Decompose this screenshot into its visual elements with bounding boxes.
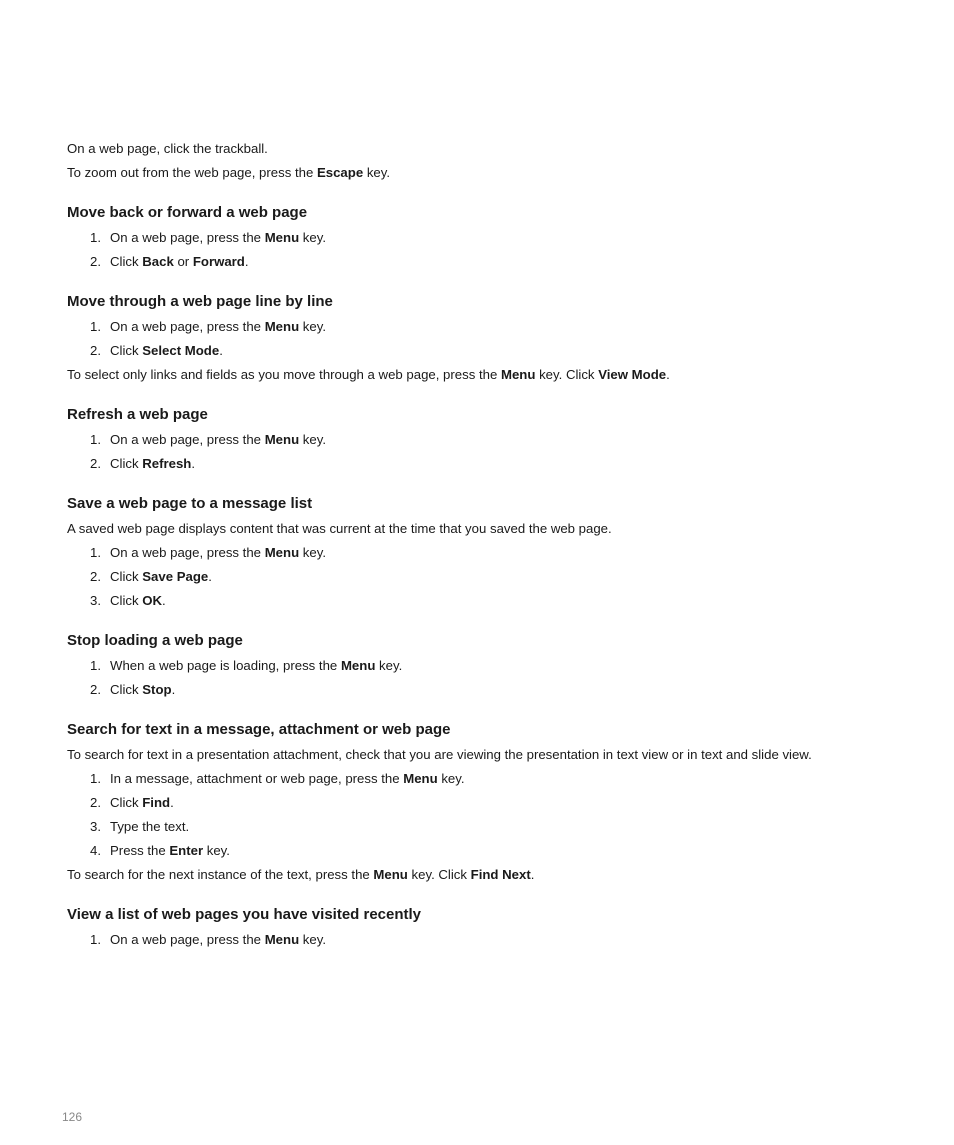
bold-term: Back	[142, 254, 174, 269]
bold-term: Refresh	[142, 456, 192, 471]
bold-term: Menu	[264, 545, 300, 560]
step-number: 3.	[90, 819, 101, 834]
bold-term: Menu	[500, 367, 536, 382]
step-item: 2. Click Save Page.	[67, 565, 927, 589]
section	[67, 630, 927, 702]
section	[67, 719, 927, 887]
step-item: 4. Press the Enter key.	[67, 839, 927, 863]
section-heading: Search for text in a message, attachment or web page	[67, 721, 451, 738]
section	[67, 904, 927, 952]
step-item: 1. When a web page is loading, press the Menu key.	[67, 654, 927, 678]
step-number: 1.	[90, 658, 101, 673]
step-number: 1.	[90, 545, 101, 560]
step-item: 2. Click Find.	[67, 791, 927, 815]
intro-paragraph: On a web page, click the trackball.	[67, 141, 268, 156]
step-item: 2. Click Back or Forward.	[67, 250, 927, 274]
step-list	[67, 226, 927, 274]
bold-term: Stop	[142, 682, 172, 697]
step-list	[67, 928, 927, 952]
section-heading: Move back or forward a web page	[67, 204, 308, 221]
bold-term: Escape	[316, 165, 364, 180]
bold-term: Menu	[264, 432, 300, 447]
step-number: 1.	[90, 319, 101, 334]
section-paragraph: A saved web page displays content that was current at the time that you saved the web page.	[67, 521, 612, 536]
bold-term: Menu	[264, 932, 300, 947]
bold-term: OK	[142, 593, 163, 608]
bold-term: Menu	[403, 771, 438, 786]
section	[67, 291, 927, 387]
step-item: 2. Click Refresh.	[67, 452, 927, 476]
section-heading: View a list of web pages you have visited recently	[67, 906, 422, 923]
step-item: 2. Click Stop.	[67, 678, 927, 702]
bold-term: Find	[142, 795, 171, 810]
bold-term: Menu	[340, 658, 376, 673]
step-item: 1. On a web page, press the Menu key.	[67, 541, 927, 565]
step-list	[67, 654, 927, 702]
step-item: 1. On a web page, press the Menu key.	[67, 315, 927, 339]
step-number: 2.	[90, 682, 101, 697]
step-number: 3.	[90, 593, 101, 608]
step-item: 2. Click Select Mode.	[67, 339, 927, 363]
step-list	[67, 428, 927, 476]
step-item: 1. In a message, attachment or web page, press the Menu key.	[67, 767, 927, 791]
step-item: 1. On a web page, press the Menu key.	[67, 928, 927, 952]
step-item: 3. Click OK.	[67, 589, 927, 613]
section-paragraph: To search for the next instance of the text, press the Menu key. Click Find Next.	[67, 867, 535, 882]
section-heading: Refresh a web page	[67, 406, 208, 423]
bold-term: View Mode	[598, 367, 667, 382]
section	[67, 202, 927, 274]
section-paragraph: To select only links and fields as you move through a web page, press the Menu key. Click View Mode.	[67, 367, 670, 382]
section-heading: Save a web page to a message list	[67, 495, 313, 512]
step-list	[67, 541, 927, 613]
section-paragraph: To search for text in a presentation attachment, check that you are viewing the presentation in text view or in text and slide view.	[67, 747, 812, 762]
step-number: 2.	[90, 569, 101, 584]
step-number: 2.	[90, 795, 101, 810]
step-number: 1.	[90, 932, 101, 947]
bold-term: Find Next	[470, 867, 531, 882]
step-number: 4.	[90, 843, 101, 858]
step-item: 3. Type the text.	[67, 815, 927, 839]
bold-term: Enter	[169, 843, 204, 858]
section	[67, 404, 927, 476]
section-heading: Move through a web page line by line	[67, 293, 333, 310]
bold-term: Menu	[264, 319, 300, 334]
step-list	[67, 315, 927, 363]
step-number: 2.	[90, 456, 101, 471]
intro-paragraph: To zoom out from the web page, press the Escape key.	[67, 165, 391, 180]
section-heading: Stop loading a web page	[67, 632, 243, 649]
step-item: 1. On a web page, press the Menu key.	[67, 428, 927, 452]
step-number: 1.	[90, 771, 101, 786]
step-number: 1.	[90, 230, 101, 245]
step-number: 2.	[90, 254, 101, 269]
step-list	[67, 767, 927, 863]
step-item: 1. On a web page, press the Menu key.	[67, 226, 927, 250]
bold-term: Menu	[264, 230, 300, 245]
step-number: 2.	[90, 343, 101, 358]
step-number: 1.	[90, 432, 101, 447]
page-number: 126	[62, 1110, 83, 1124]
bold-term: Forward	[192, 254, 245, 269]
bold-term: Select Mode	[142, 343, 220, 358]
bold-term: Menu	[373, 867, 408, 882]
page-content	[67, 137, 927, 952]
section	[67, 493, 927, 613]
bold-term: Save Page	[142, 569, 209, 584]
